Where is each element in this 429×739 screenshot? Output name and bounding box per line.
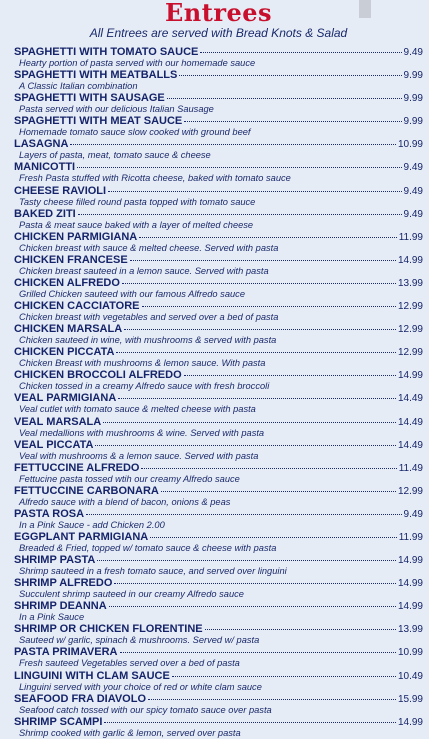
menu-item-price: 9.49 [403,47,423,58]
menu-item-description: Veal cutlet with tomato sauce & melted cheese with pasta [19,404,256,415]
menu-item-name: BAKED ZITI [14,207,76,220]
menu-item-header [14,46,423,58]
menu-item-header [14,693,423,705]
dot-leader [122,283,396,284]
menu-item-price: 12.99 [397,485,423,497]
menu-item [14,554,423,577]
menu-item-price: 10.99 [397,139,423,151]
menu-item-header [14,138,423,150]
menu-item-name: VEAL PICCATA [14,438,94,451]
menu-item-description: Chicken tossed in a creamy Alfredo sauce with fresh broccoli [19,381,270,392]
menu-item-name: LASAGNA [14,138,69,151]
menu-item-description: Fettucine pasta tossed wtih our creamy Alfredo sauce [19,473,240,484]
menu-item-header [14,623,423,635]
menu-item-price: 10.49 [397,670,423,682]
menu-item [14,69,423,92]
menu-item-description: Chicken Breast with mushrooms & lemon sauce. With pasta [19,358,266,369]
menu-item-description: Pasta & meat sauce baked with a layer of melted cheese [19,219,254,230]
menu-item-name: SPAGHETTI WITH SAUSAGE [14,92,165,105]
menu-item [14,716,423,739]
menu-item-header [14,554,423,566]
menu-item [14,416,423,439]
menu-item-header [14,600,423,612]
menu-item-description: Tasty cheese filled round pasta topped with tomato sauce [19,196,256,207]
menu-item-description: Fresh sauteed Vegetables served over a bed of pasta [19,658,240,669]
menu-item-header [14,462,423,474]
dot-leader [103,422,396,423]
menu-item [14,92,423,115]
menu-item-description: Succulent shrimp sauteed in our creamy Alfredo sauce [19,589,244,600]
menu-item-price: 12.99 [397,324,423,336]
dot-leader [141,468,396,469]
menu-item-price: 13.99 [397,624,423,636]
menu-item-header [14,416,423,428]
menu-item-name: FETTUCCINE ALFREDO [14,461,140,474]
menu-item-price: 14.99 [397,601,423,613]
menu-item-name: SPAGHETTI WITH MEAT SAUCE [14,115,183,128]
menu-item-price: 14.99 [397,555,423,567]
menu-item-description: A Classic Italian combination [19,81,138,92]
menu-item-description: Seafood catch tossed with our spicy tomato sauce over pasta [19,704,272,715]
menu-item [14,623,423,646]
dot-leader [150,537,396,538]
menu-item-description: Chicken breast with vegetables and served over a bed of pasta [19,312,279,323]
menu-item [14,646,423,669]
menu-item-header [14,208,423,220]
page-title: Entrees [164,0,273,27]
menu-item-description: Homemade tomato sauce slow cooked with ground beef [19,127,251,138]
dot-leader [167,98,402,99]
dot-leader [130,260,396,261]
menu-item-header [14,369,423,381]
menu-item [14,670,423,693]
menu-item-price: 14.99 [397,370,423,382]
menu-item-description: Chicken breast sauteed in a lemon sauce. Served with pasta [19,265,269,276]
dot-leader [86,514,401,515]
menu-item-description: Alfredo sauce with a blend of bacon, onions & peas [19,496,231,507]
menu-item-description: Breaded & Fried, topped w/ tomato sauce & cheese with pasta [19,542,277,553]
dot-leader [142,306,396,307]
menu-item-description: In a Pink Sauce - add Chicken 2.00 [19,519,165,530]
menu-item-price: 9.99 [403,116,423,128]
menu-item-price: 14.99 [397,716,423,728]
menu-item-price: 9.49 [403,162,423,174]
menu-item-name: SHRIMP SCAMPI [14,715,103,728]
menu-item [14,693,423,716]
dot-leader [148,699,396,700]
dot-leader [70,144,396,145]
menu-item [14,300,423,323]
menu-item-name: CHICKEN CACCIATORE [14,300,140,313]
dot-leader [77,167,401,168]
dot-leader [139,237,396,238]
dot-leader [116,352,396,353]
menu-item-price: 9.99 [403,70,423,82]
menu-item-description: Chicken sauteed in wine, with mushrooms & served with pasta [19,335,277,346]
menu-item-name: LINGUINI WITH CLAM SAUCE [14,669,170,682]
menu-item-description: Sauteed w/ garlic, spinach & mushrooms. Served w/ pasta [19,635,260,646]
menu-item-description: Fresh Pasta stuffed with Ricotta cheese, baked with tomato sauce [19,173,291,184]
dot-leader [179,75,401,76]
menu-item-price: 9.49 [403,508,423,520]
menu-item-description: Chicken breast with sauce & melted cheese. Served with pasta [19,242,279,253]
menu-item-price: 14.99 [397,254,423,266]
menu-item-description: Grilled Chicken sauteed with our famous Alfredo sauce [19,288,245,299]
menu-item-name: SPAGHETTI WITH MEATBALLS [14,69,178,82]
dot-leader [161,491,396,492]
menu-item [14,277,423,300]
menu-item-header [14,185,423,197]
menu-item-name: CHICKEN MARSALA [14,323,123,336]
menu-item-description: Layers of pasta, meat, tomato sauce & cheese [19,150,211,161]
menu-item [14,161,423,184]
menu-item [14,462,423,485]
menu-item-header [14,577,423,589]
menu-item-name: SHRIMP PASTA [14,554,96,567]
menu-item-name: CHICKEN ALFREDO [14,276,120,289]
dot-leader [97,560,396,561]
menu-item-name: MANICOTTI [14,161,76,174]
menu-item-price: 14.49 [397,393,423,405]
menu-item-name: CHICKEN PICCATA [14,346,115,359]
dot-leader [104,722,396,723]
menu-item-name: FETTUCCINE CARBONARA [14,484,159,497]
menu-item [14,115,423,138]
menu-item-price: 11.99 [398,531,423,543]
menu-item [14,231,423,254]
dot-leader [95,445,396,446]
menu-item-price: 9.49 [403,185,423,197]
menu-item [14,577,423,600]
menu-item-name: VEAL PARMIGIANA [14,392,117,405]
menu-item [14,439,423,462]
menu-item-name: SHRIMP OR CHICKEN FLORENTINE [14,623,203,636]
menu-item-name: CHICKEN BROCCOLI ALFREDO [14,369,182,382]
menu-item-header [14,231,423,243]
menu-item-description: Pasta served with our delicious Italian Sausage [19,104,214,115]
menu-item-description: Shrimp sauteed in a fresh tomato sauce, and served over linguini [19,566,287,577]
dot-leader [114,583,396,584]
menu-item-header [14,392,423,404]
menu-item [14,138,423,161]
menu-item [14,323,423,346]
menu-item-header [14,346,423,358]
menu-item-price: 11.99 [398,231,423,243]
menu-item-price: 15.99 [397,693,423,705]
dot-leader [184,121,401,122]
menu-item-header [14,300,423,312]
menu-item-header [14,485,423,497]
menu-item-name: SHRIMP ALFREDO [14,577,113,590]
menu-item-header [14,161,423,173]
menu-item-price: 11.49 [398,462,423,474]
menu-item-price: 9.99 [403,93,423,105]
menu-item-name: CHICKEN FRANCESE [14,253,128,266]
dot-leader [205,629,396,630]
menu-item-description: Veal with mushrooms & a lemon sauce. Served with pasta [19,450,259,461]
dot-leader [200,52,401,53]
menu-item-price: 10.99 [397,647,423,659]
dot-leader [78,214,402,215]
menu-item [14,208,423,231]
dot-leader [172,676,396,677]
dot-leader [124,329,396,330]
page-subtitle: All Entrees are served with Bread Knots & Salad [89,26,348,40]
page-corner-tab [359,0,371,18]
menu-item-header [14,716,423,728]
menu-item-name: CHEESE RAVIOLI [14,184,107,197]
menu-item [14,600,423,623]
menu-item-header [14,323,423,335]
dot-leader [120,652,396,653]
menu-item-name: SPAGHETTI WITH TOMATO SAUCE [14,46,199,58]
menu-item [14,485,423,508]
menu-item-price: 14.49 [397,416,423,428]
menu-item-header [14,69,423,81]
menu-item-price: 12.99 [397,301,423,313]
menu-item-header [14,670,423,682]
menu-item-header [14,531,423,543]
menu-item-header [14,508,423,520]
menu-item-header [14,439,423,451]
menu-item-name: PASTA PRIMAVERA [14,646,118,659]
menu-item [14,254,423,277]
menu-item-name: PASTA ROSA [14,507,85,520]
menu-item-name: SHRIMP DEANNA [14,600,107,613]
menu-item-header [14,254,423,266]
menu-item [14,185,423,208]
menu-item [14,392,423,415]
menu-item-price: 9.49 [403,208,423,220]
menu-item [14,508,423,531]
entree-list [14,46,423,739]
menu-item-price: 13.99 [397,277,423,289]
menu-item [14,531,423,554]
menu-item-description: Shrimp cooked with garlic & lemon, served over pasta [19,727,241,738]
dot-leader [109,606,396,607]
menu-item-name: EGGPLANT PARMIGIANA [14,530,149,543]
menu-item-description: Linguini served with your choice of red or white clam sauce [19,681,262,692]
dot-leader [184,375,396,376]
menu-item-name: CHICKEN PARMIGIANA [14,230,138,243]
menu-item [14,369,423,392]
menu-item-price: 14.49 [397,439,423,451]
menu-item-name: VEAL MARSALA [14,415,102,428]
menu-item-description: Hearty portion of pasta served with our homemade sauce [19,58,256,68]
dot-leader [118,398,396,399]
menu-item-header [14,646,423,658]
dot-leader [108,191,401,192]
menu-item-price: 12.99 [397,347,423,359]
menu-item-header [14,277,423,289]
menu-item [14,46,423,69]
menu-item-description: In a Pink Sauce [19,612,85,623]
menu-item [14,346,423,369]
menu-item-description: Veal medallions with mushrooms & wine. Served with pasta [19,427,265,438]
menu-item-price: 14.99 [397,578,423,590]
menu-item-header [14,115,423,127]
menu-item-header [14,92,423,104]
menu-item-name: SEAFOOD FRA DIAVOLO [14,692,146,705]
